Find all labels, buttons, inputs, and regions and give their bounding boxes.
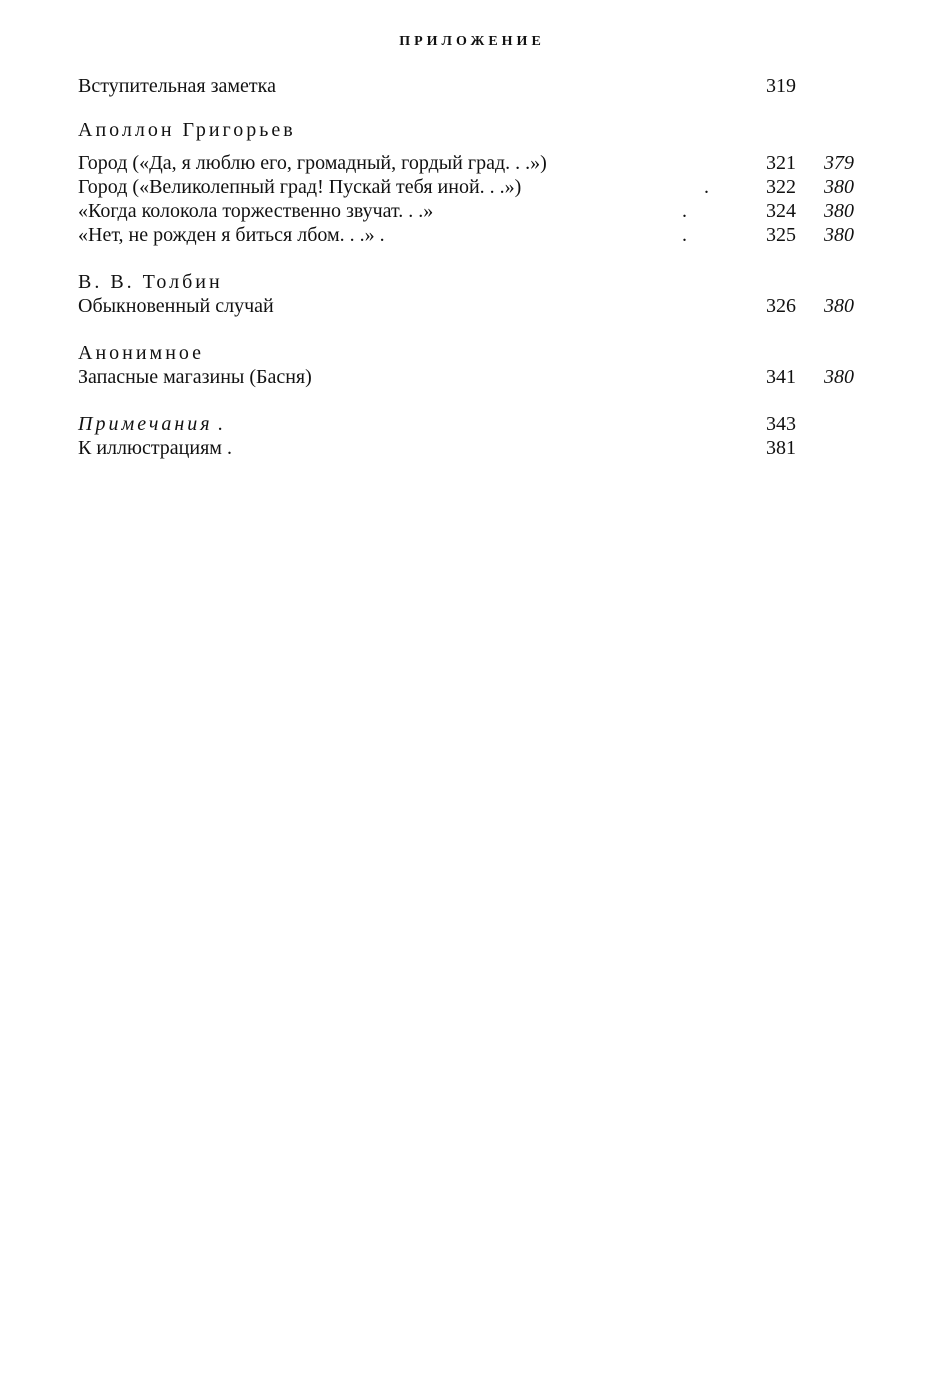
entry-page: 326 (766, 295, 796, 317)
entry-note-page: 380 (824, 295, 854, 317)
entry-note-page: 379 (824, 152, 854, 174)
entry-note-page: 380 (824, 200, 854, 222)
entry-title: Запасные магазины (Басня) (78, 366, 312, 388)
entry-page: 319 (766, 75, 796, 97)
entry-page: 322 (766, 176, 796, 198)
notes-suffix: . (217, 413, 223, 435)
toc-entry-notes (78, 412, 878, 436)
toc-entry (78, 365, 878, 389)
entry-page: 343 (766, 413, 796, 435)
entry-leader: . (682, 224, 687, 246)
entry-page: 325 (766, 224, 796, 246)
entry-title (78, 412, 223, 436)
entry-title: Обыкновенный случай (78, 295, 274, 317)
entry-leader: . (704, 176, 709, 198)
entry-leader: . (682, 200, 687, 222)
entry-title: К иллюстрациям . (78, 437, 232, 459)
entry-note-page: 380 (824, 224, 854, 246)
entry-note-page: 380 (824, 366, 854, 388)
author-heading: Анонимное (78, 342, 205, 364)
entry-page: 321 (766, 152, 796, 174)
section-heading: ПРИЛОЖЕНИЕ (399, 34, 545, 49)
toc-entry (78, 151, 878, 175)
toc-entry (78, 294, 878, 318)
entry-title: «Нет, не рожден я биться лбом. . .» . (78, 224, 385, 246)
toc-entry-illustrations (78, 436, 878, 460)
entry-note-page: 380 (824, 176, 854, 198)
entry-title: Вступительная заметка (78, 75, 276, 97)
notes-title: Примечания (78, 413, 213, 435)
toc-entry (78, 175, 878, 199)
entry-page: 381 (766, 437, 796, 459)
toc-entry (78, 199, 878, 223)
toc-entry-intro (78, 74, 878, 98)
entry-page: 324 (766, 200, 796, 222)
entry-title: Город («Великолепный град! Пускай тебя иной. . .») (78, 176, 522, 198)
entry-title: Город («Да, я люблю его, громадный, гордый град. . .») (78, 152, 547, 174)
author-heading: Аполлон Григорьев (78, 119, 296, 141)
entry-page: 341 (766, 366, 796, 388)
toc-entry (78, 223, 878, 247)
entry-title: «Когда колокола торжественно звучат. . .» (78, 200, 434, 222)
author-heading: В. В. Толбин (78, 271, 223, 293)
